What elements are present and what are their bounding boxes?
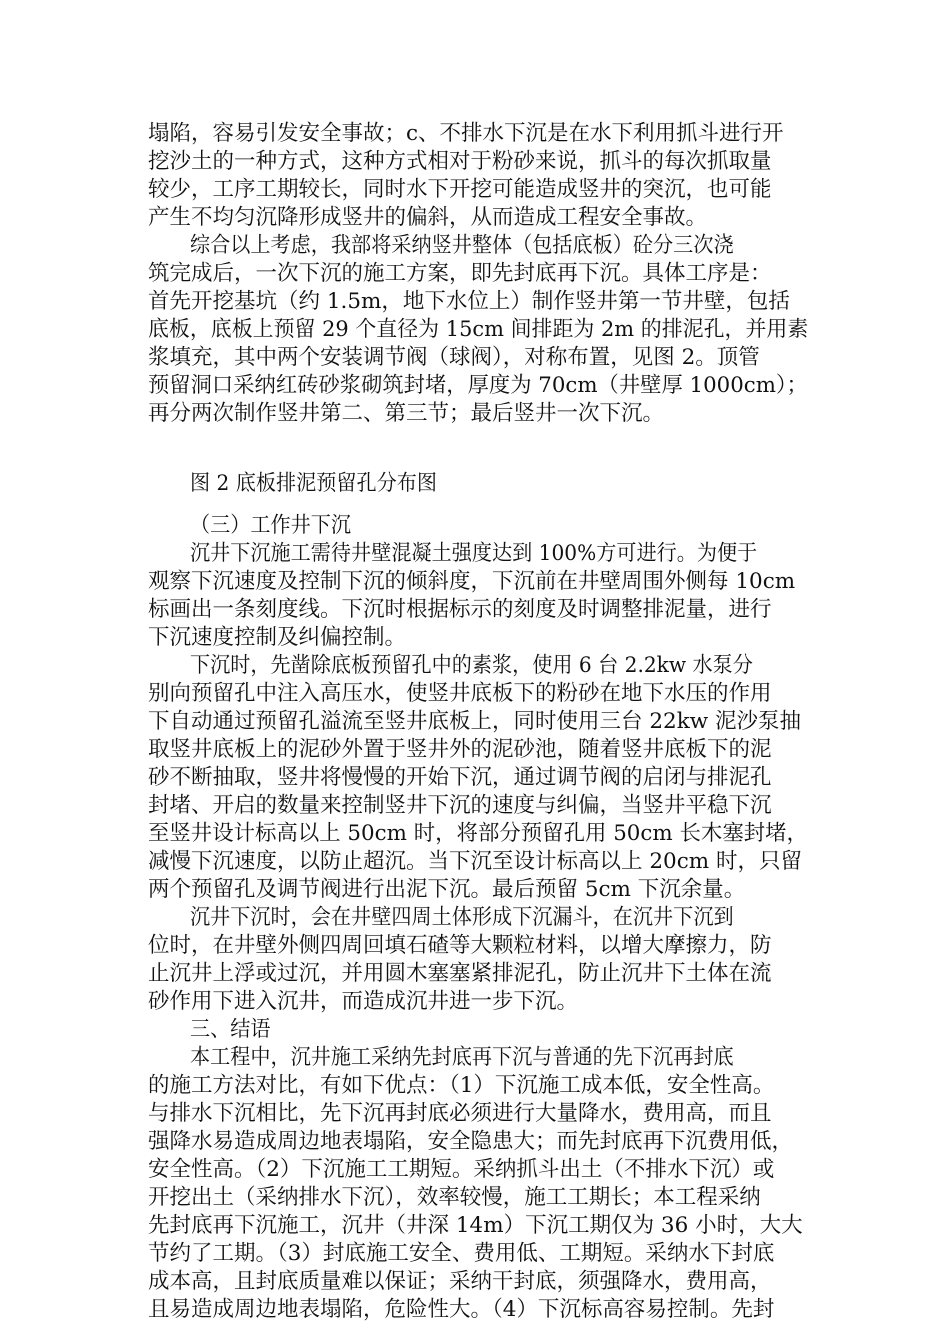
text-line: 塌陷，容易引发安全事故；c、不排水下沉是在水下利用抓斗进行开 bbox=[148, 121, 784, 146]
text-line: 预留洞口采纳红砖砂浆砌筑封堵，厚度为 70cm（井壁厚 1000cm）； bbox=[148, 373, 808, 398]
text-line: 节约了工期。（3）封底施工安全、费用低、工期短。采纳水下封底 bbox=[148, 1241, 775, 1266]
text-line: 底板，底板上预留 29 个直径为 15cm 间排距为 2m 的排泥孔，并用素 bbox=[148, 317, 809, 342]
text-line: 两个预留孔及调节阀进行出泥下沉。最后预留 5cm 下沉余量。 bbox=[148, 877, 746, 902]
text-line: 砂作用下进入沉井，而造成沉井进一步下沉。 bbox=[148, 989, 579, 1014]
text-line: 产生不均匀沉降形成竖井的偏斜，从而造成工程安全事故。 bbox=[148, 205, 708, 230]
text-line: 止沉井上浮或过沉，并用圆木塞塞紧排泥孔，防止沉井下土体在流 bbox=[148, 961, 772, 986]
text-line: 标画出一条刻度线。下沉时根据标示的刻度及时调整排泥量，进行 bbox=[148, 597, 772, 622]
text-line: 下沉速度控制及纠偏控制。 bbox=[148, 625, 407, 650]
text-line: 强降水易造成周边地表塌陷，安全隐患大；而先封底再下沉费用低， bbox=[148, 1129, 794, 1154]
text-line: 且易造成周边地表塌陷，危险性大。（4）下沉标高容易控制。先封 bbox=[148, 1297, 775, 1322]
text-line: 成本高，且封底质量难以保证；采纳干封底，须强降水，费用高， bbox=[148, 1269, 772, 1294]
text-line: 综合以上考虑，我部将采纳竖井整体（包括底板）砼分三次浇 bbox=[190, 233, 734, 258]
text-line: 再分两次制作竖井第二、第三节；最后竖井一次下沉。 bbox=[148, 401, 665, 426]
text-line: 沉井下沉时，会在井壁四周土体形成下沉漏斗，在沉井下沉到 bbox=[190, 905, 734, 930]
text-line: 与排水下沉相比，先下沉再封底必须进行大量降水，费用高，而且 bbox=[148, 1101, 772, 1126]
section-heading: （三）工作井下沉 bbox=[190, 513, 352, 538]
text-line: 首先开挖基坑（约 1.5m，地下水位上）制作竖井第一节井壁，包括 bbox=[148, 289, 790, 314]
text-line: 下自动通过预留孔溢流至竖井底板上，同时使用三台 22kw 泥沙泵抽 bbox=[148, 709, 801, 734]
text-line: 沉井下沉施工需待井壁混凝土强度达到 100%方可进行。为便于 bbox=[190, 541, 758, 566]
text-line: 观察下沉速度及控制下沉的倾斜度，下沉前在井壁周围外侧每 10cm bbox=[148, 569, 796, 594]
text-line: 开挖出土（采纳排水下沉），效率较慢，施工工期长；本工程采纳 bbox=[148, 1185, 761, 1210]
text-line: 至竖井设计标高以上 50cm 时，将部分预留孔用 50cm 长木塞封堵， bbox=[148, 821, 808, 846]
figure-caption: 图 2 底板排泥预留孔分布图 bbox=[190, 471, 438, 496]
text-line: 先封底再下沉施工，沉井（井深 14m）下沉工期仅为 36 小时，大大 bbox=[148, 1213, 803, 1238]
text-line: 较少，工序工期较长，同时水下开挖可能造成竖井的突沉，也可能 bbox=[148, 177, 772, 202]
text-line: 安全性高。（2）下沉施工工期短。采纳抓斗出土（不排水下沉）或 bbox=[148, 1157, 775, 1182]
section-heading: 三、结语 bbox=[190, 1017, 271, 1042]
text-line: 筑完成后，一次下沉的施工方案，即先封底再下沉。具体工序是： bbox=[148, 261, 772, 286]
text-line: 减慢下沉速度，以防止超沉。当下沉至设计标高以上 20cm 时，只留 bbox=[148, 849, 802, 874]
text-line: 下沉时，先凿除底板预留孔中的素浆，使用 6 台 2.2kw 水泵分 bbox=[190, 653, 753, 678]
text-line: 别向预留孔中注入高压水，使竖井底板下的粉砂在地下水压的作用 bbox=[148, 681, 772, 706]
text-line: 封堵、开启的数量来控制竖井下沉的速度与纠偏，当竖井平稳下沉 bbox=[148, 793, 772, 818]
text-line: 本工程中，沉井施工采纳先封底再下沉与普通的先下沉再封底 bbox=[190, 1045, 734, 1070]
text-line: 位时，在井壁外侧四周回填石碴等大颗粒材料，以增大摩擦力，防 bbox=[148, 933, 772, 958]
text-line: 的施工方法对比，有如下优点：（1）下沉施工成本低，安全性高。 bbox=[148, 1073, 775, 1098]
text-line: 取竖井底板上的泥砂外置于竖井外的泥砂池，随着竖井底板下的泥 bbox=[148, 737, 772, 762]
text-line: 挖沙土的一种方式，这种方式相对于粉砂来说，抓斗的每次抓取量 bbox=[148, 149, 772, 174]
text-line: 砂不断抽取，竖井将慢慢的开始下沉，通过调节阀的启闭与排泥孔 bbox=[148, 765, 772, 790]
text-line: 浆填充，其中两个安装调节阀（球阀），对称布置，见图 2。顶管 bbox=[148, 345, 760, 370]
